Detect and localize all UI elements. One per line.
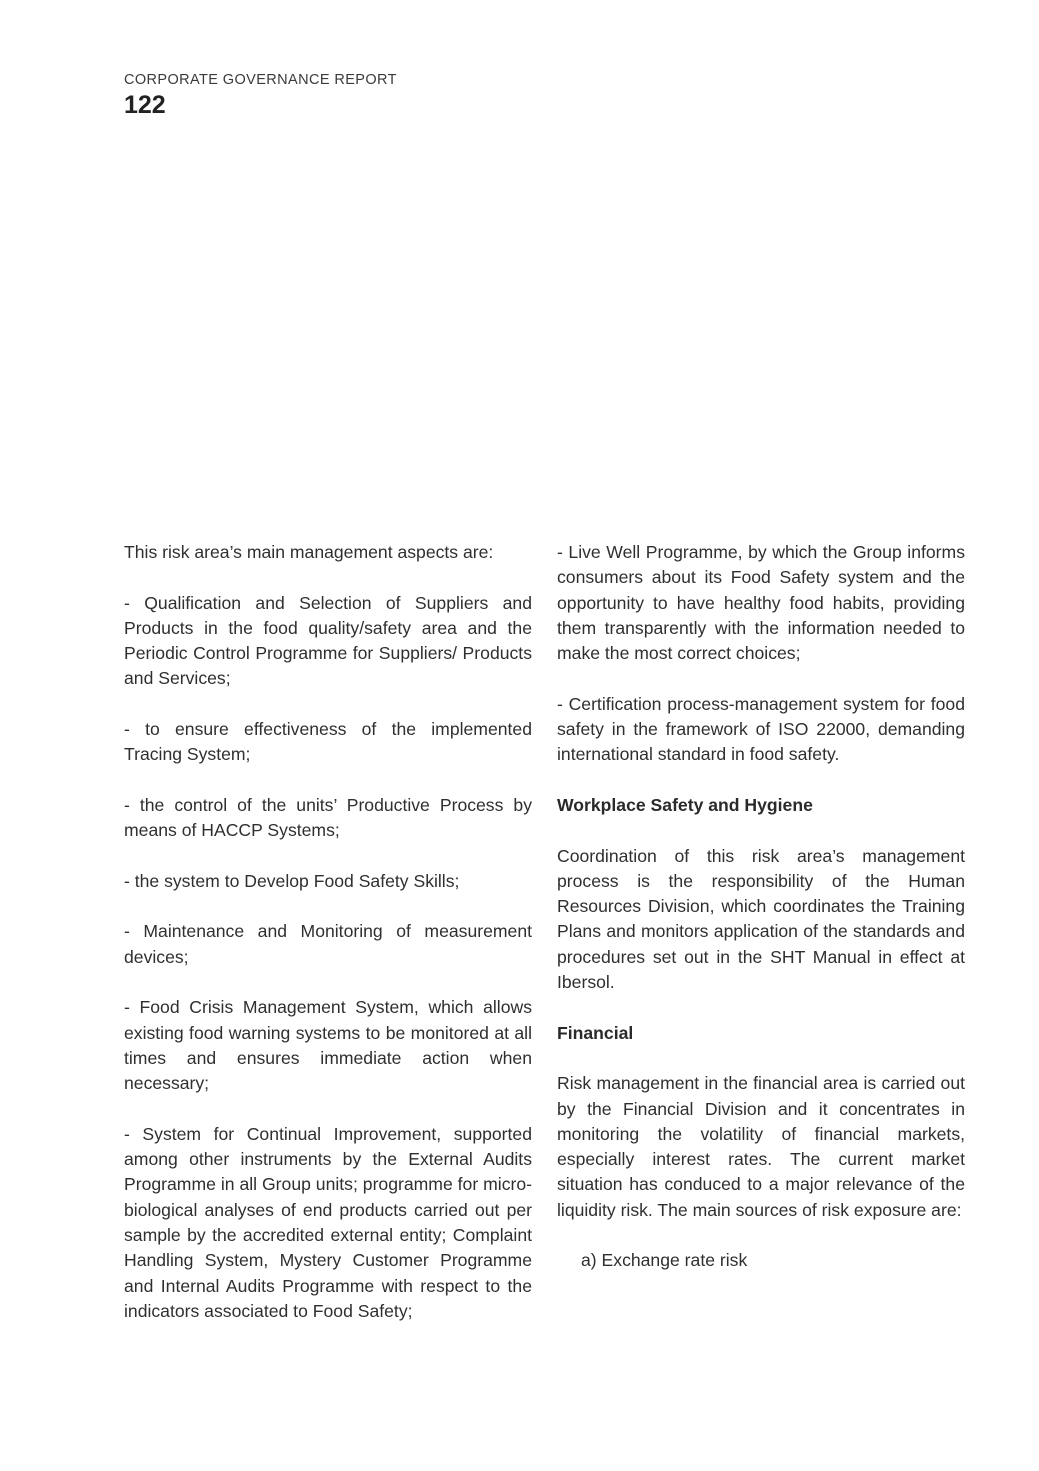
page-number: 122 xyxy=(124,91,166,119)
workplace-safety-paragraph: Coordination of this risk area’s management process is the responsibility of the Human Resources Division, which coordinates the Training Plans and monitors application of the standards and procedures set out in the SHT Manual in effect at Ibersol. xyxy=(557,845,965,993)
list-item: - System for Continual Improvement, supported among other instruments by the External Audits Programme in all Group units; programme for micro-biological analyses of end products carried out per sample by the accredited external entity; Complaint Handling System, Mystery Customer Programme and Internal Audits Programme with respect to the indicators associated to Food Safety; xyxy=(124,1123,532,1321)
list-item: - the system to Develop Food Safety Skills; xyxy=(124,870,460,891)
workplace-safety-heading: Workplace Safety and Hygiene xyxy=(557,794,813,815)
list-item: - Food Crisis Management System, which allows existing food warning systems to be monitored at all times and ensures immediate action when necessary; xyxy=(124,997,532,1094)
list-item: - Live Well Programme, by which the Group informs consumers about its Food Safety system and the opportunity to have healthy food habits, providing them transparently with the information needed to make the most correct choices; xyxy=(557,542,965,664)
left-column xyxy=(124,540,532,1350)
list-item: - Certification process-management system for food safety in the framework of ISO 22000, demanding international standard in food safety. xyxy=(557,693,965,765)
financial-heading: Financial xyxy=(557,1022,634,1043)
financial-paragraph: Risk management in the financial area is carried out by the Financial Division and it concentrates in monitoring the volatility of financial markets, especially interest rates. The current market situation has conduced to a major relevance of the liquidity risk. The main sources of risk exposure are: xyxy=(557,1073,965,1220)
list-item: - to ensure effectiveness of the implemented Tracing System; xyxy=(124,719,532,765)
right-column xyxy=(557,540,965,1299)
list-item: - Qualification and Selection of Suppliers and Products in the food quality/safety area and the Periodic Control Programme for Suppliers/ Products and Services; xyxy=(124,592,532,689)
intro-paragraph: This risk area’s main management aspects are: xyxy=(124,542,494,562)
exchange-rate-risk-item: a) Exchange rate risk xyxy=(581,1250,748,1271)
list-item: - the control of the units’ Productive Process by means of HACCP Systems; xyxy=(124,794,532,841)
list-item: - Maintenance and Monitoring of measurement devices; xyxy=(124,921,532,967)
section-title: CORPORATE GOVERNANCE REPORT xyxy=(124,72,397,88)
page-header xyxy=(124,70,397,120)
